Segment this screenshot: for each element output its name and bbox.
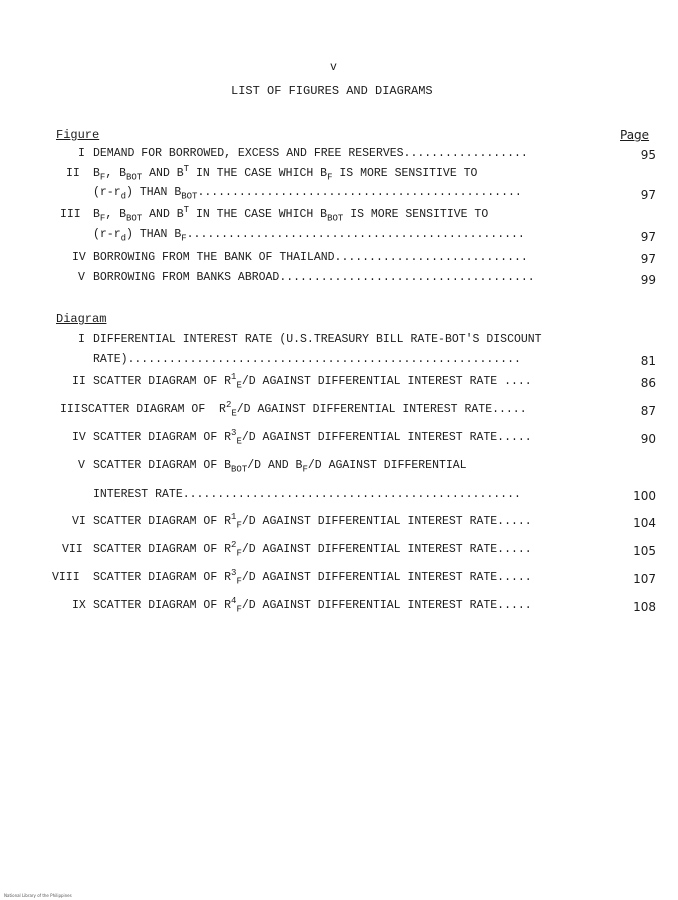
figure-number: IV (72, 251, 86, 264)
figure-title: DEMAND FOR BORROWED, EXCESS AND FREE RESERVES.................. (93, 147, 528, 160)
diagram-number: IV (72, 431, 86, 444)
library-footer: National Library of the Philippines (4, 893, 72, 898)
diagram-title: SCATTER DIAGRAM OF $R^4_F/D$ AGAINST DIFFERENTIAL INTEREST RATE..... (93, 596, 532, 615)
figure-title: $B_F$, $B_{BOT}$ AND $B^T$ IN THE CASE WHICH $B_F$ IS MORE SENSITIVE TO (93, 164, 478, 183)
diagram-page: 86 (640, 376, 656, 390)
diagram-number: VII (62, 543, 83, 556)
figure-number: V (78, 271, 85, 284)
diagram-title: SCATTER DIAGRAM OF $R^1_F/D$ AGAINST DIFFERENTIAL INTEREST RATE..... (93, 512, 532, 531)
diagram-page: 104 (633, 516, 656, 530)
diagram-title: SCATTER DIAGRAM OF $R^2_E/D$ AGAINST DIFFERENTIAL INTEREST RATE..... (81, 400, 527, 419)
diagram-page: 81 (640, 354, 656, 368)
figure-number: III (60, 208, 81, 221)
diagram-title: SCATTER DIAGRAM OF $R^3_E/D$ AGAINST DIFFERENTIAL INTEREST RATE..... (93, 428, 532, 447)
diagram-page: 108 (633, 600, 656, 614)
diagram-page: 107 (633, 572, 656, 586)
diagram-number: VI (72, 515, 86, 528)
diagram-title: DIFFERENTIAL INTEREST RATE (U.S.TREASURY BILL RATE-BOT'S DISCOUNT (93, 333, 542, 346)
diagram-title: SCATTER DIAGRAM OF $R^2_F/D$ AGAINST DIFFERENTIAL INTEREST RATE..... (93, 540, 532, 559)
diagram-heading: Diagram (56, 312, 107, 326)
figure-title-continued: $(r-r_d)$ THAN $B_{BOT}$............................................... (93, 186, 522, 202)
diagram-title-continued: RATE)......................................................... (93, 353, 521, 366)
figure-page: 97 (640, 252, 656, 266)
figure-page: 99 (640, 273, 656, 287)
page-title: LIST OF FIGURES AND DIAGRAMS (231, 84, 433, 98)
figure-title: BORROWING FROM BANKS ABROAD..................................... (93, 271, 535, 284)
diagram-number: III (60, 403, 81, 416)
diagram-page: 87 (640, 404, 656, 418)
diagram-number: VIII (52, 571, 80, 584)
diagram-title: SCATTER DIAGRAM OF $B_{BOT}/D$ AND $B_F/D$ AGAINST DIFFERENTIAL (93, 459, 467, 475)
diagram-page: 100 (633, 489, 656, 503)
diagram-number: V (78, 459, 85, 472)
figure-number: II (66, 167, 80, 180)
diagram-number: I (78, 333, 85, 346)
diagram-number: IX (72, 599, 86, 612)
page-heading: Page (620, 128, 650, 142)
figure-title: BORROWING FROM THE BANK OF THAILAND............................ (93, 251, 528, 264)
diagram-title-continued: INTEREST RATE................................................. (93, 488, 521, 501)
figure-page: 97 (640, 230, 656, 244)
diagram-page: 105 (633, 544, 656, 558)
diagram-page: 90 (640, 432, 656, 446)
diagram-number: II (72, 375, 86, 388)
figure-heading: Figure (56, 128, 100, 142)
figure-title-continued: $(r-r_d)$ THAN $B_F$................................................. (93, 228, 525, 244)
figure-title: $B_F$, $B_{BOT}$ AND $B^T$ IN THE CASE WHICH $B_{BOT}$ IS MORE SENSITIVE TO (93, 205, 489, 224)
figure-number: I (78, 147, 85, 160)
figure-page: 95 (640, 148, 656, 162)
diagram-title: SCATTER DIAGRAM OF $R^3_F/D$ AGAINST DIFFERENTIAL INTEREST RATE..... (93, 568, 532, 587)
roman-page-number: v (330, 61, 337, 74)
diagram-title: SCATTER DIAGRAM OF $R^1_E/D$ AGAINST DIFFERENTIAL INTEREST RATE .... (93, 372, 532, 391)
figure-page: 97 (640, 188, 656, 202)
